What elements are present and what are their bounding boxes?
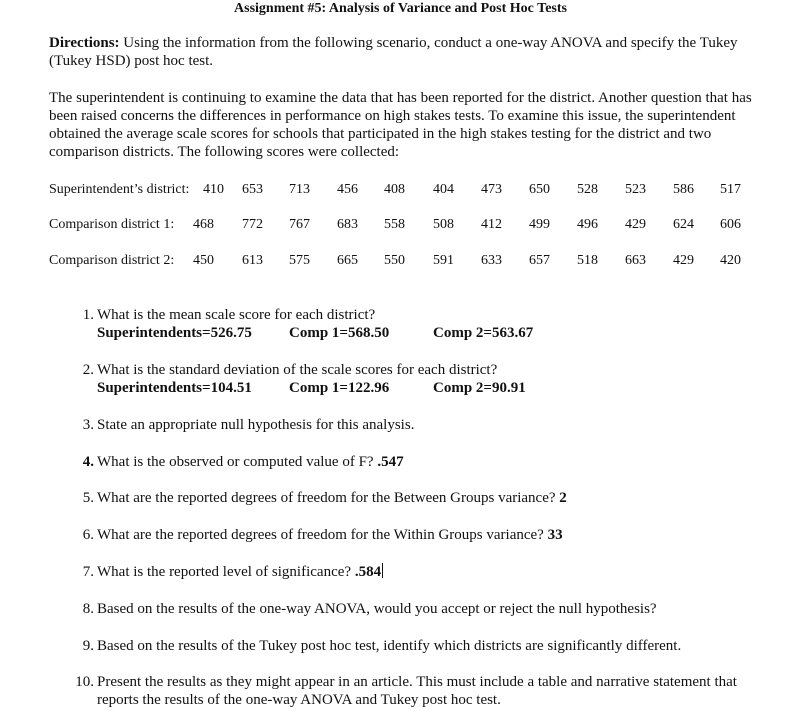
score-value: 613 [242, 253, 263, 268]
score-value: 713 [289, 182, 310, 197]
score-value: 450 [193, 253, 214, 268]
score-value: 528 [577, 182, 598, 197]
score-value: 523 [625, 182, 646, 197]
question-body [97, 489, 757, 507]
score-value: 772 [242, 217, 263, 232]
score-value: 767 [289, 217, 310, 232]
answer-superintendents: Superintendents=104.51 [97, 380, 252, 396]
score-value: 408 [384, 182, 405, 197]
question-number: 4. [82, 454, 94, 470]
score-value: 575 [289, 253, 310, 268]
question-body [97, 453, 757, 471]
directions-paragraph [49, 34, 754, 70]
question-text: What are the reported degrees of freedom for the Within Groups variance? [97, 527, 548, 543]
question-number: 9. [82, 638, 94, 654]
score-value: 665 [337, 253, 358, 268]
question-number: 1. [82, 307, 94, 323]
score-value: 496 [577, 217, 598, 232]
question-text: What is the observed or computed value of F? [97, 454, 378, 470]
answer-comp-1: Comp 1=568.50 [289, 325, 390, 341]
question-number: 6. [82, 527, 94, 543]
question-body [97, 526, 757, 544]
score-value: 663 [625, 253, 646, 268]
score-value: 558 [384, 217, 405, 232]
question-text: State an appropriate null hypothesis for this analysis. [97, 417, 415, 433]
score-value: 456 [337, 182, 358, 197]
directions-label: Directions: [49, 35, 120, 51]
answer-value: 33 [547, 527, 563, 543]
directions-text: Using the information from the following scenario, conduct a one-way ANOVA and specify the Tukey (Tukey HSD) post hoc test. [49, 35, 738, 69]
answer-comp-2: Comp 2=563.67 [433, 325, 534, 341]
score-value: 429 [673, 253, 694, 268]
score-value: 606 [720, 217, 741, 232]
score-value: 586 [673, 182, 694, 197]
score-value: 468 [193, 217, 214, 232]
answer-comp-1: Comp 1=122.96 [289, 380, 390, 396]
score-value: 550 [384, 253, 405, 268]
question-number: 10. [75, 674, 94, 690]
score-value: 518 [577, 253, 598, 268]
answer-value: .547 [377, 454, 404, 470]
question-text: What is the standard deviation of the scale scores for each district? [97, 362, 498, 378]
question-body[interactable] [97, 563, 757, 581]
answer-comp-2: Comp 2=90.91 [433, 380, 526, 396]
score-value: 473 [481, 182, 502, 197]
question-text: Based on the results of the one-way ANOVA, would you accept or reject the null hypothesis? [97, 601, 657, 617]
question-text: What is the reported level of significance? [97, 564, 355, 580]
row-label: Comparison district 2: [49, 253, 175, 268]
score-value: 633 [481, 253, 502, 268]
question-text: What is the mean scale score for each district? [97, 307, 376, 323]
question-number: 3. [82, 417, 94, 433]
score-value: 653 [242, 182, 263, 197]
score-value: 508 [433, 217, 454, 232]
score-value: 429 [625, 217, 646, 232]
score-value: 591 [433, 253, 454, 268]
question-text: Based on the results of the Tukey post hoc test, identify which districts are significantly different. [97, 638, 682, 654]
score-value: 404 [433, 182, 454, 197]
question-text: What are the reported degrees of freedom for the Between Groups variance? [97, 490, 560, 506]
page-title: Assignment #5: Analysis of Variance and Post Hoc Tests [234, 1, 567, 16]
score-value: 410 [203, 182, 224, 197]
question-text: Present the results as they might appear in an article. This must include a table and narrative statement that reports the results of the one-way ANOVA and Tukey post hoc test. [97, 674, 737, 708]
question-2 [70, 361, 760, 397]
score-value: 683 [337, 217, 358, 232]
answer-value: .584 [354, 564, 382, 580]
answer-value: 2 [559, 490, 567, 506]
score-value: 499 [529, 217, 550, 232]
question-number: 7. [82, 564, 94, 580]
score-value: 517 [720, 182, 741, 197]
score-value: 650 [529, 182, 550, 197]
question-number: 8. [82, 601, 94, 617]
row-label: Superintendent’s district: [49, 182, 190, 197]
question-1 [70, 306, 760, 342]
score-value: 657 [529, 253, 550, 268]
text-cursor [382, 563, 383, 578]
score-value: 624 [673, 217, 694, 232]
question-number: 5. [82, 490, 94, 506]
scenario-paragraph: The superintendent is continuing to examine the data that has been reported for the district. Another question that has been raised concerns the differences in performance on high stakes tests. To examine this issue, the superintendent obtained the average scale scores for schools that participated in the high stakes testing for the district and two comparison districts. The following scores were collected: [49, 90, 752, 160]
score-value: 412 [481, 217, 502, 232]
score-value: 420 [720, 253, 741, 268]
question-number: 2. [82, 362, 94, 378]
answer-superintendents: Superintendents=526.75 [97, 325, 252, 341]
row-label: Comparison district 1: [49, 217, 175, 232]
